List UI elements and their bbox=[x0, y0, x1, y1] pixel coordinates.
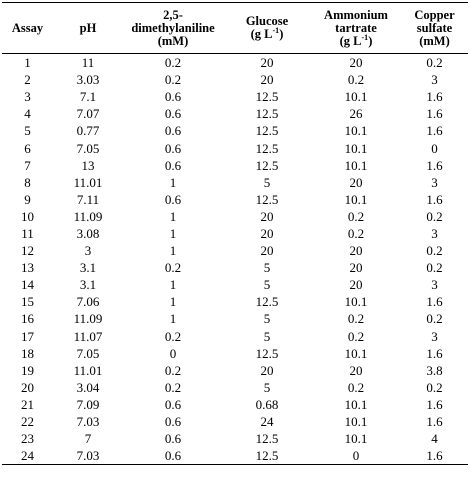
cell-glucose: 5 bbox=[263, 328, 271, 344]
cell-ammonium-tartrate: 20 bbox=[349, 277, 363, 293]
cell-assay: 6 bbox=[24, 140, 31, 156]
cell-glucose: 5 bbox=[263, 277, 271, 293]
cell-ph: 0.77 bbox=[76, 123, 100, 139]
cell-ph: 3.08 bbox=[76, 225, 100, 241]
cell-ammonium-tartrate: 10.1 bbox=[344, 414, 368, 430]
cell-glucose: 24 bbox=[260, 414, 274, 430]
table-row bbox=[2, 174, 468, 191]
table-row bbox=[2, 242, 468, 259]
cell-copper-sulfate: 3 bbox=[431, 72, 438, 88]
cell-copper-sulfate: 0.2 bbox=[426, 243, 443, 259]
table-row bbox=[2, 105, 468, 122]
cell-glucose: 12.5 bbox=[255, 140, 279, 156]
cell-copper-sulfate: 0.2 bbox=[426, 208, 443, 224]
cell-ammonium-tartrate: 0.2 bbox=[347, 208, 365, 224]
cell-copper-sulfate: 0.2 bbox=[426, 311, 443, 327]
table-header bbox=[2, 3, 468, 54]
cell-copper-sulfate: 0 bbox=[431, 140, 438, 156]
cell-glucose: 20 bbox=[260, 243, 274, 259]
cell-assay: 9 bbox=[24, 191, 31, 207]
cell-copper-sulfate: 0.2 bbox=[426, 379, 443, 395]
header-dimethylaniline-unit: (mM) bbox=[157, 33, 189, 48]
table-row bbox=[2, 54, 468, 72]
cell-ammonium-tartrate: 20 bbox=[349, 362, 363, 378]
cell-copper-sulfate: 3 bbox=[431, 225, 438, 241]
header-ph-label: pH bbox=[79, 20, 97, 35]
cell-dimethylaniline: 0.6 bbox=[164, 157, 182, 173]
cell-ammonium-tartrate: 0.2 bbox=[347, 328, 365, 344]
table-row bbox=[2, 310, 468, 327]
cell-dimethylaniline: 1 bbox=[169, 243, 177, 259]
cell-dimethylaniline: 0.6 bbox=[164, 89, 182, 105]
cell-copper-sulfate: 1.6 bbox=[426, 106, 443, 122]
cell-dimethylaniline: 0.6 bbox=[164, 106, 182, 122]
cell-dimethylaniline: 1 bbox=[169, 311, 177, 327]
header-copper-sulfate-unit: (mM) bbox=[419, 33, 450, 48]
cell-dimethylaniline: 1 bbox=[169, 225, 177, 241]
cell-ammonium-tartrate: 20 bbox=[349, 174, 363, 190]
cell-dimethylaniline: 0.2 bbox=[164, 362, 182, 378]
cell-dimethylaniline: 0.2 bbox=[164, 260, 182, 276]
cell-ammonium-tartrate: 0 bbox=[311, 447, 401, 465]
cell-ph: 7.05 bbox=[76, 140, 100, 156]
cell-dimethylaniline: 0.2 bbox=[164, 72, 182, 88]
cell-dimethylaniline: 1 bbox=[169, 277, 177, 293]
header-ammonium-tartrate-line2: tartrate bbox=[335, 20, 377, 35]
cell-ph: 11.07 bbox=[73, 328, 103, 344]
cell-ph: 7.11 bbox=[76, 191, 100, 207]
header-copper-sulfate-line2: sulfate bbox=[416, 20, 453, 35]
table-body bbox=[2, 54, 468, 465]
cell-assay: 19 bbox=[21, 362, 34, 378]
cell-ammonium-tartrate: 26 bbox=[349, 106, 363, 122]
cell-glucose: 20 bbox=[260, 225, 274, 241]
cell-ammonium-tartrate: 0.2 bbox=[347, 311, 365, 327]
cell-ph: 3.1 bbox=[79, 277, 97, 293]
header-ammonium-tartrate-unit-exponent: -1 bbox=[361, 32, 369, 42]
header-copper-sulfate bbox=[401, 3, 468, 54]
cell-dimethylaniline: 0.6 bbox=[164, 191, 182, 207]
cell-assay: 22 bbox=[21, 414, 34, 430]
cell-glucose: 12.5 bbox=[255, 431, 279, 447]
cell-dimethylaniline: 0 bbox=[169, 345, 177, 361]
cell-dimethylaniline: 0.2 bbox=[164, 379, 182, 395]
cell-assay: 23 bbox=[21, 431, 34, 447]
cell-glucose: 5 bbox=[263, 379, 271, 395]
cell-glucose: 20 bbox=[260, 362, 274, 378]
cell-copper-sulfate: 1.6 bbox=[426, 123, 443, 139]
header-ammonium-tartrate-unit: (g L bbox=[339, 33, 362, 48]
cell-dimethylaniline: 0.6 bbox=[164, 396, 182, 412]
table-row bbox=[2, 345, 468, 362]
cell-ammonium-tartrate: 10.1 bbox=[344, 431, 368, 447]
cell-dimethylaniline: 1 bbox=[169, 208, 177, 224]
cell-copper-sulfate: 3 bbox=[431, 174, 438, 190]
cell-ph: 11.01 bbox=[73, 174, 103, 190]
cell-glucose: 12.5 bbox=[223, 447, 311, 465]
cell-glucose: 20 bbox=[260, 55, 274, 71]
cell-dimethylaniline: 0.6 bbox=[164, 140, 182, 156]
cell-dimethylaniline: 1 bbox=[169, 294, 177, 310]
cell-copper-sulfate: 1.6 bbox=[426, 157, 443, 173]
cell-dimethylaniline: 0.2 bbox=[164, 328, 182, 344]
cell-glucose: 12.5 bbox=[255, 345, 279, 361]
header-assay bbox=[2, 3, 53, 54]
cell-copper-sulfate: 0.2 bbox=[426, 55, 443, 71]
table-row bbox=[2, 328, 468, 345]
header-glucose-line1: Glucose bbox=[245, 14, 289, 28]
cell-ph: 7.07 bbox=[76, 106, 100, 122]
cell-ph: 13 bbox=[81, 157, 95, 173]
table-row bbox=[2, 430, 468, 447]
cell-dimethylaniline: 0.6 bbox=[164, 123, 182, 139]
cell-glucose: 12.5 bbox=[255, 157, 279, 173]
table-row bbox=[2, 71, 468, 88]
cell-ph: 7.05 bbox=[76, 345, 100, 361]
cell-glucose: 12.5 bbox=[255, 191, 279, 207]
table-row bbox=[2, 379, 468, 396]
cell-copper-sulfate: 3.8 bbox=[426, 362, 443, 378]
cell-glucose: 12.5 bbox=[255, 106, 279, 122]
cell-assay: 11 bbox=[21, 225, 34, 241]
cell-copper-sulfate: 3 bbox=[431, 277, 438, 293]
cell-glucose: 20 bbox=[260, 208, 274, 224]
header-dimethylaniline-line2: dimethylaniline bbox=[131, 20, 215, 35]
cell-glucose: 20 bbox=[260, 72, 274, 88]
cell-assay: 7 bbox=[24, 157, 31, 173]
cell-ph: 3.1 bbox=[79, 260, 97, 276]
header-dimethylaniline-line1: 2,5- bbox=[163, 7, 183, 22]
cell-ammonium-tartrate: 10.1 bbox=[344, 157, 368, 173]
cell-dimethylaniline: 0.6 bbox=[164, 414, 182, 430]
cell-assay: 21 bbox=[21, 396, 34, 412]
experimental-design-table bbox=[2, 2, 468, 465]
cell-glucose: 12.5 bbox=[255, 123, 279, 139]
table-row bbox=[2, 225, 468, 242]
cell-dimethylaniline: 0.2 bbox=[164, 55, 182, 71]
cell-ammonium-tartrate: 20 bbox=[349, 55, 363, 71]
cell-assay: 15 bbox=[21, 294, 34, 310]
cell-ph: 11.01 bbox=[73, 362, 103, 378]
cell-assay: 10 bbox=[21, 208, 34, 224]
cell-ammonium-tartrate: 10.1 bbox=[344, 345, 368, 361]
cell-ph: 3.03 bbox=[76, 72, 100, 88]
cell-copper-sulfate: 1.6 bbox=[426, 396, 443, 412]
cell-assay: 24 bbox=[2, 447, 53, 465]
cell-dimethylaniline: 0.6 bbox=[164, 431, 182, 447]
cell-ph: 7.06 bbox=[76, 294, 100, 310]
cell-assay: 16 bbox=[21, 311, 34, 327]
table-row bbox=[2, 191, 468, 208]
cell-assay: 4 bbox=[24, 106, 31, 122]
cell-ammonium-tartrate: 0.2 bbox=[347, 72, 365, 88]
cell-ammonium-tartrate: 10.1 bbox=[344, 89, 368, 105]
cell-assay: 13 bbox=[21, 260, 34, 276]
cell-ph: 7.1 bbox=[79, 89, 97, 105]
cell-copper-sulfate: 3 bbox=[431, 328, 438, 344]
cell-assay: 1 bbox=[24, 55, 31, 71]
header-ph bbox=[53, 3, 123, 54]
header-glucose-unit-exponent: -1 bbox=[272, 25, 280, 35]
cell-ph: 7.09 bbox=[76, 396, 100, 412]
header-glucose-unit: (g L bbox=[250, 27, 273, 41]
header-copper-sulfate-line1: Copper bbox=[414, 7, 455, 22]
cell-ammonium-tartrate: 10.1 bbox=[344, 140, 368, 156]
cell-assay: 3 bbox=[24, 89, 31, 105]
cell-assay: 20 bbox=[21, 379, 34, 395]
cell-assay: 17 bbox=[21, 328, 34, 344]
cell-ammonium-tartrate: 20 bbox=[349, 243, 363, 259]
cell-glucose: 5 bbox=[263, 174, 271, 190]
cell-ph: 11.09 bbox=[73, 208, 103, 224]
cell-glucose: 5 bbox=[263, 260, 271, 276]
cell-assay: 12 bbox=[21, 243, 34, 259]
cell-ph: 11 bbox=[81, 55, 95, 71]
cell-assay: 14 bbox=[21, 277, 34, 293]
cell-ammonium-tartrate: 10.1 bbox=[344, 294, 368, 310]
header-row bbox=[2, 3, 468, 54]
cell-copper-sulfate: 1.6 bbox=[401, 447, 468, 465]
cell-glucose: 5 bbox=[263, 311, 271, 327]
table-row bbox=[2, 88, 468, 105]
header-ammonium-tartrate bbox=[311, 3, 401, 54]
header-assay-label: Assay bbox=[11, 20, 44, 35]
cell-ammonium-tartrate: 0.2 bbox=[347, 379, 365, 395]
table-row bbox=[2, 413, 468, 430]
cell-ammonium-tartrate: 10.1 bbox=[344, 191, 368, 207]
cell-assay: 18 bbox=[21, 345, 34, 361]
header-ammonium-tartrate-line1: Ammonium bbox=[324, 7, 388, 22]
cell-ph: 7 bbox=[84, 431, 92, 447]
cell-glucose: 0.68 bbox=[255, 396, 279, 412]
cell-dimethylaniline: 1 bbox=[169, 174, 177, 190]
cell-ammonium-tartrate: 0.2 bbox=[347, 225, 365, 241]
cell-ammonium-tartrate: 20 bbox=[349, 260, 363, 276]
cell-ammonium-tartrate: 10.1 bbox=[344, 123, 368, 139]
cell-ph: 3 bbox=[84, 243, 92, 259]
cell-copper-sulfate: 4 bbox=[431, 431, 438, 447]
cell-copper-sulfate: 1.6 bbox=[426, 414, 443, 430]
cell-copper-sulfate: 1.6 bbox=[426, 345, 443, 361]
cell-glucose: 12.5 bbox=[255, 294, 279, 310]
cell-glucose: 12.5 bbox=[255, 89, 279, 105]
cell-copper-sulfate: 1.6 bbox=[426, 294, 443, 310]
header-dimethylaniline bbox=[123, 3, 223, 54]
cell-ph: 7.03 bbox=[53, 447, 123, 465]
table-row bbox=[2, 122, 468, 139]
header-ammonium-tartrate-unit-close: ) bbox=[368, 33, 373, 48]
cell-assay: 5 bbox=[24, 123, 31, 139]
cell-dimethylaniline: 0.6 bbox=[123, 447, 223, 465]
cell-assay: 2 bbox=[24, 72, 31, 88]
cell-ph: 7.03 bbox=[76, 414, 100, 430]
table-row bbox=[2, 259, 468, 276]
cell-assay: 8 bbox=[24, 174, 31, 190]
cell-copper-sulfate: 1.6 bbox=[426, 89, 443, 105]
cell-copper-sulfate: 1.6 bbox=[426, 191, 443, 207]
table-row bbox=[2, 157, 468, 174]
table-row bbox=[2, 208, 468, 225]
header-glucose-unit-close: ) bbox=[279, 27, 284, 41]
table-row bbox=[2, 362, 468, 379]
table-row bbox=[2, 276, 468, 293]
cell-ph: 3.04 bbox=[76, 379, 100, 395]
cell-ph: 11.09 bbox=[73, 311, 103, 327]
cell-copper-sulfate: 0.2 bbox=[426, 260, 443, 276]
table-row bbox=[2, 139, 468, 156]
table-row bbox=[2, 447, 468, 465]
table-row bbox=[2, 293, 468, 310]
header-glucose bbox=[223, 3, 311, 54]
cell-ammonium-tartrate: 10.1 bbox=[344, 396, 368, 412]
table-row bbox=[2, 396, 468, 413]
